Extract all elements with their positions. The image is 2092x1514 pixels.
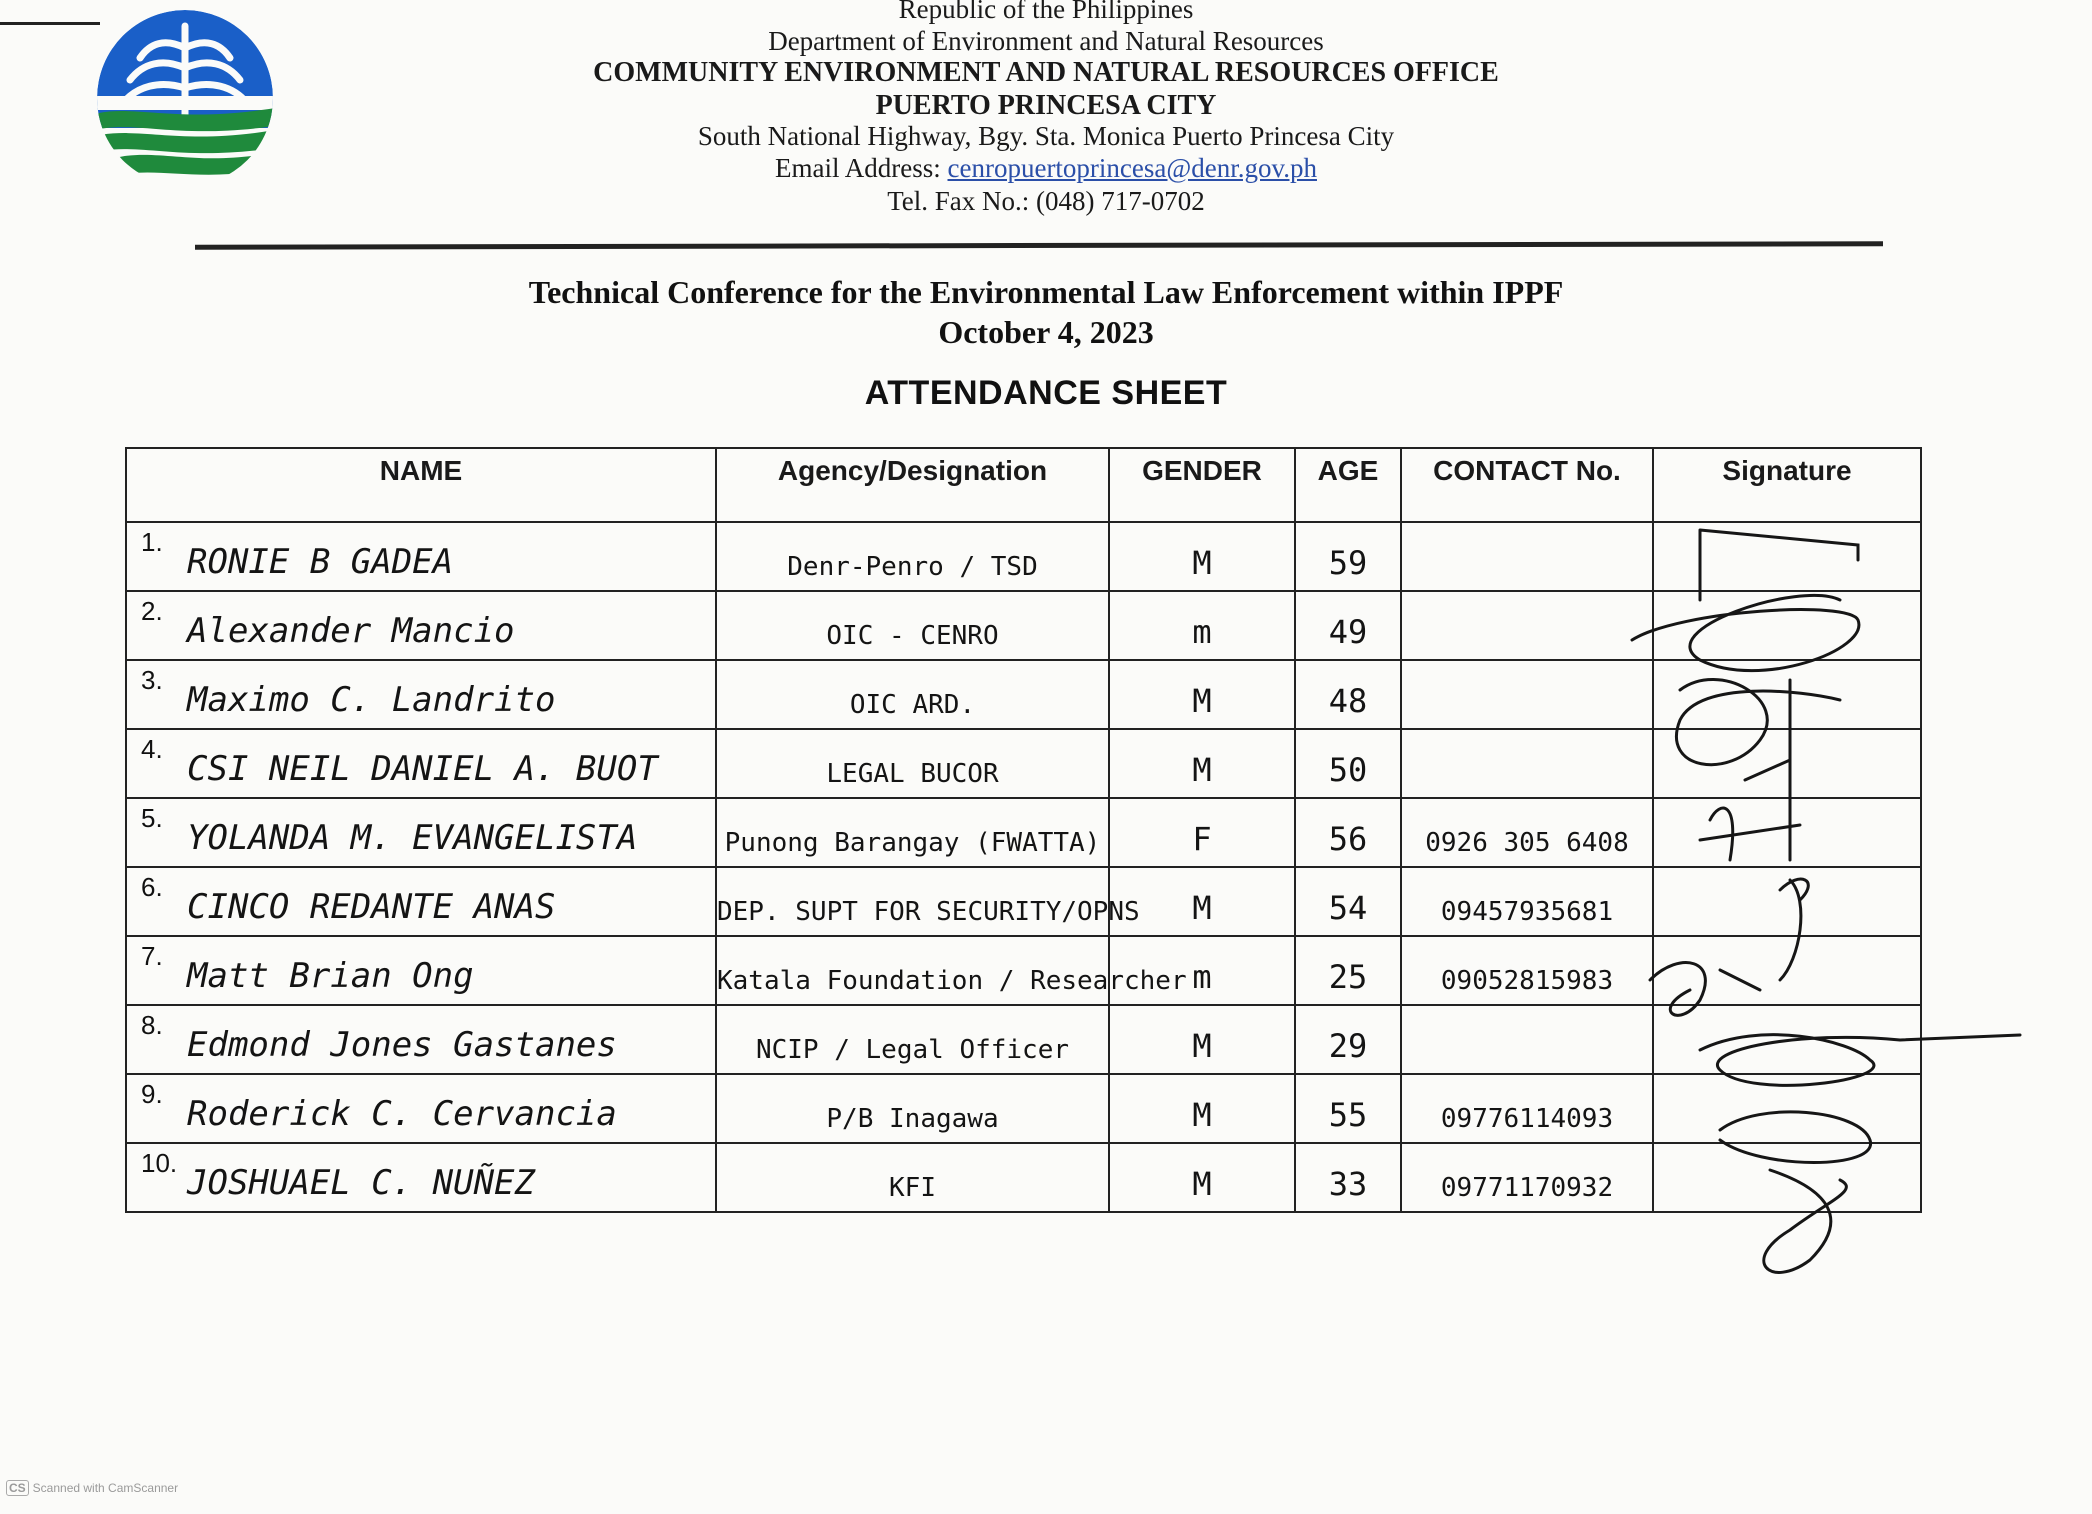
entry-age: 54 <box>1328 889 1368 927</box>
entry-gender: M <box>1192 682 1212 720</box>
cell-signature <box>1653 591 1921 660</box>
entry-contact <box>1402 651 1652 659</box>
entry-agency: OIC ARD. <box>849 690 976 720</box>
row-number: 5. <box>141 803 163 833</box>
address-line: South National Highway, Bgy. Sta. Monica Puerto Princesa City <box>697 121 1395 151</box>
entry-name: Edmond Jones Gastanes <box>187 1025 617 1065</box>
cell-name <box>126 1074 716 1143</box>
entry-contact <box>1402 789 1652 797</box>
cell-age <box>1295 867 1401 936</box>
cell-age <box>1295 591 1401 660</box>
scanner-text: Scanned with CamScanner <box>32 1481 179 1495</box>
cell-agency <box>716 1074 1109 1143</box>
entry-name: Roderick C. Cervancia <box>187 1094 617 1134</box>
header-agency: Agency/Designation <box>716 448 1109 522</box>
row-number: 10. <box>141 1148 178 1178</box>
table-header-row <box>126 448 1921 522</box>
table-row <box>126 660 1921 729</box>
department-line: Department of Environment and Natural Resources <box>768 26 1324 56</box>
cell-age <box>1295 798 1401 867</box>
city-line: PUERTO PRINCESA CITY <box>875 90 1217 121</box>
entry-contact <box>1402 1065 1652 1073</box>
entry-gender: m <box>1192 613 1212 651</box>
entry-agency: P/B Inagawa <box>826 1104 999 1134</box>
row-number: 9. <box>141 1079 163 1109</box>
entry-contact: 09457935681 <box>1440 897 1614 927</box>
table-row <box>126 591 1921 660</box>
entry-age: 49 <box>1328 613 1368 651</box>
email-line <box>0 153 2092 184</box>
cell-gender <box>1109 936 1295 1005</box>
entry-gender: M <box>1192 1096 1212 1134</box>
entry-name: RONIE B GADEA <box>187 542 454 582</box>
entry-gender: M <box>1192 751 1212 789</box>
entry-gender: M <box>1192 1165 1212 1203</box>
row-number: 1. <box>141 527 163 557</box>
header-name: NAME <box>126 448 716 522</box>
republic-line: Republic of the Philippines <box>898 0 1194 24</box>
cell-name <box>126 867 716 936</box>
entry-age: 48 <box>1328 682 1368 720</box>
cell-name <box>126 522 716 591</box>
cell-signature <box>1653 1005 1921 1074</box>
cell-name <box>126 591 716 660</box>
entry-age: 59 <box>1328 544 1368 582</box>
entry-age: 55 <box>1328 1096 1368 1134</box>
row-number: 8. <box>141 1010 163 1040</box>
cell-agency <box>716 1005 1109 1074</box>
cell-signature <box>1653 798 1921 867</box>
cell-agency <box>716 591 1109 660</box>
entry-gender: M <box>1192 544 1212 582</box>
entry-name: CINCO REDANTE ANAS <box>187 887 556 927</box>
scanner-watermark <box>6 1480 178 1496</box>
cell-contact <box>1401 729 1653 798</box>
cell-contact <box>1401 1143 1653 1212</box>
cell-agency <box>716 1143 1109 1212</box>
header-signature: Signature <box>1653 448 1921 522</box>
entry-age: 29 <box>1328 1027 1368 1065</box>
table-row <box>126 1074 1921 1143</box>
table-row <box>126 798 1921 867</box>
attendance-table <box>125 447 1922 1213</box>
cell-agency <box>716 936 1187 1005</box>
email-link[interactable]: cenropuertoprincesa@denr.gov.ph <box>947 153 1317 183</box>
entry-contact: 09771170932 <box>1440 1173 1614 1203</box>
entry-age: 50 <box>1328 751 1368 789</box>
cell-contact <box>1401 867 1653 936</box>
cell-signature <box>1653 936 1921 1005</box>
cell-contact <box>1401 1074 1653 1143</box>
cell-gender <box>1109 798 1295 867</box>
entry-agency: DEP. SUPT FOR SECURITY/OPNS <box>717 897 1140 927</box>
scanner-badge: CS <box>6 1480 29 1496</box>
entry-age: 25 <box>1328 958 1368 996</box>
row-number: 6. <box>141 872 163 902</box>
cell-gender <box>1109 1143 1295 1212</box>
table-row <box>126 729 1921 798</box>
entry-name: YOLANDA M. EVANGELISTA <box>187 818 638 858</box>
cell-name <box>126 729 716 798</box>
cell-signature <box>1653 1143 1921 1212</box>
cell-signature <box>1653 660 1921 729</box>
office-line: COMMUNITY ENVIRONMENT AND NATURAL RESOURCES OFFICE <box>593 57 1499 88</box>
cell-agency <box>716 867 1140 936</box>
entry-name: Maximo C. Landrito <box>187 680 556 720</box>
cell-age <box>1295 729 1401 798</box>
cell-gender <box>1109 660 1295 729</box>
header-age: AGE <box>1295 448 1401 522</box>
entry-contact <box>1402 582 1652 590</box>
entry-age: 33 <box>1328 1165 1368 1203</box>
header-contact: CONTACT No. <box>1401 448 1653 522</box>
cell-gender <box>1109 729 1295 798</box>
entry-agency: NCIP / Legal Officer <box>755 1035 1070 1065</box>
cell-contact <box>1401 798 1653 867</box>
entry-name: CSI NEIL DANIEL A. BUOT <box>187 749 658 789</box>
row-number: 3. <box>141 665 163 695</box>
cell-contact <box>1401 936 1653 1005</box>
entry-agency: KFI <box>889 1173 936 1203</box>
cell-name <box>126 1005 716 1074</box>
email-label: Email Address: <box>775 153 941 183</box>
cell-age <box>1295 1143 1401 1212</box>
row-number: 4. <box>141 734 163 764</box>
cell-age <box>1295 660 1401 729</box>
header-divider <box>195 241 1883 250</box>
event-title: Technical Conference for the Environmental Law Enforcement within IPPF <box>528 274 1564 310</box>
cell-signature <box>1653 867 1921 936</box>
table-row <box>126 1143 1921 1212</box>
row-number: 2. <box>141 596 163 626</box>
cell-name <box>126 936 716 1005</box>
entry-gender: m <box>1192 958 1212 996</box>
entry-age: 56 <box>1328 820 1368 858</box>
entry-name: JOSHUAEL C. NUÑEZ <box>187 1163 535 1203</box>
entry-gender: F <box>1192 820 1212 858</box>
cell-contact <box>1401 522 1653 591</box>
cell-contact <box>1401 591 1653 660</box>
cell-age <box>1295 936 1401 1005</box>
cell-contact <box>1401 660 1653 729</box>
entry-contact: 0926 305 6408 <box>1425 828 1629 858</box>
cell-gender <box>1109 1005 1295 1074</box>
cell-agency <box>716 729 1109 798</box>
cell-gender <box>1109 591 1295 660</box>
header-gender: GENDER <box>1109 448 1295 522</box>
entry-contact: 09052815983 <box>1440 966 1614 996</box>
entry-agency: OIC - CENRO <box>826 621 999 651</box>
entry-agency: Punong Barangay (FWATTA) <box>724 828 1101 858</box>
event-date: October 4, 2023 <box>938 314 1154 350</box>
cell-agency <box>716 798 1109 867</box>
entry-gender: M <box>1192 889 1212 927</box>
entry-agency: LEGAL BUCOR <box>826 759 999 789</box>
entry-contact <box>1402 720 1652 728</box>
cell-name <box>126 660 716 729</box>
table-row <box>126 522 1921 591</box>
cell-signature <box>1653 522 1921 591</box>
cell-signature <box>1653 729 1921 798</box>
cell-agency <box>716 522 1109 591</box>
entry-agency: Katala Foundation / Researcher <box>717 966 1187 996</box>
cell-signature <box>1653 1074 1921 1143</box>
cell-gender <box>1109 867 1295 936</box>
cell-gender <box>1109 1074 1295 1143</box>
cell-age <box>1295 522 1401 591</box>
table-row <box>126 1005 1921 1074</box>
table-row <box>126 936 1921 1005</box>
cell-name <box>126 798 716 867</box>
entry-name: Matt Brian Ong <box>187 956 474 996</box>
row-number: 7. <box>141 941 163 971</box>
entry-agency: Denr-Penro / TSD <box>787 552 1038 582</box>
entry-name: Alexander Mancio <box>187 611 515 651</box>
cell-gender <box>1109 522 1295 591</box>
cell-contact <box>1401 1005 1653 1074</box>
table-row <box>126 867 1921 936</box>
tel-line: Tel. Fax No.: (048) 717-0702 <box>887 186 1205 216</box>
entry-contact: 09776114093 <box>1440 1104 1614 1134</box>
cell-age <box>1295 1074 1401 1143</box>
cell-agency <box>716 660 1109 729</box>
sheet-title: ATTENDANCE SHEET <box>864 374 1228 412</box>
entry-gender: M <box>1192 1027 1212 1065</box>
cell-name <box>126 1143 716 1212</box>
cell-age <box>1295 1005 1401 1074</box>
